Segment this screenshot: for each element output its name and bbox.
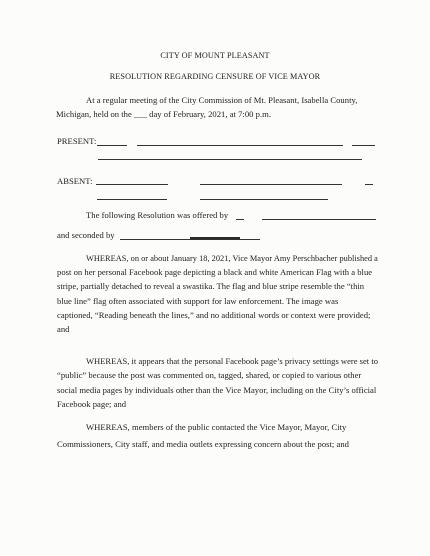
seconded-by-text: and seconded by: [57, 230, 115, 240]
present-blank-1: [97, 145, 127, 146]
offered-by-text: The following Resolution was offered by: [86, 210, 229, 220]
present-blank-3: [352, 145, 375, 146]
absent-blank-1: [96, 184, 168, 185]
redaction-mark: [190, 237, 240, 239]
p2-line-1: WHEREAS, it appears that the personal Facebook page’s privacy settings were set to: [86, 356, 379, 366]
p1-line-3: stripe, partially detached to reveal a swastika. The flag and blue stripe resemble the “thin: [57, 281, 365, 291]
present-blank-4: [98, 159, 362, 160]
absent-blank-2: [200, 184, 342, 185]
absent-blank-5: [200, 199, 328, 200]
p1-line-5: captioned, “Reading beneath the lines,” and no additional words or context were provided;: [57, 310, 371, 320]
present-blank-2: [137, 145, 343, 146]
absent-blank-3: [365, 184, 373, 185]
offered-blank-2: [262, 219, 376, 220]
present-label: PRESENT:: [57, 136, 97, 146]
p3-line-2: Commissioners, City staff, and media outlets expressing concern about the post; and: [57, 439, 349, 449]
resolution-title: RESOLUTION REGARDING CENSURE OF VICE MAYOR: [109, 72, 321, 81]
offered-blank-1: [236, 219, 244, 220]
p1-line-6: and: [57, 324, 70, 334]
p1-line-2: post on her personal Facebook page depicting a black and white American Flag with a blue: [57, 267, 373, 277]
p3-line-1: WHEREAS, members of the public contacted the Vice Mayor, Mayor, City: [86, 422, 347, 432]
intro-line-1: At a regular meeting of the City Commission of Mt. Pleasant, Isabella County,: [86, 95, 358, 105]
seconded-blank: [120, 239, 260, 240]
p1-line-1: WHEREAS, on or about January 18, 2021, Vice Mayor Amy Perschbacher published a: [86, 253, 378, 263]
absent-label: ABSENT:: [57, 176, 93, 186]
p1-line-4: blue line” flag often associated with support for law enforcement. The image was: [57, 296, 339, 306]
p2-line-3: social media pages by individuals other than the Vice Mayor, including on the City’s official: [57, 385, 377, 395]
intro-line-2: Michigan, held on the ___ day of February, 2021, at 7:00 p.m.: [56, 109, 271, 119]
city-heading: CITY OF MOUNT PLEASANT: [160, 51, 270, 60]
p2-line-2: “public” because the post was commented on, tagged, shared, or copied to various other: [57, 370, 362, 380]
absent-blank-4: [97, 199, 167, 200]
p2-line-4: Facebook page; and: [57, 399, 127, 409]
